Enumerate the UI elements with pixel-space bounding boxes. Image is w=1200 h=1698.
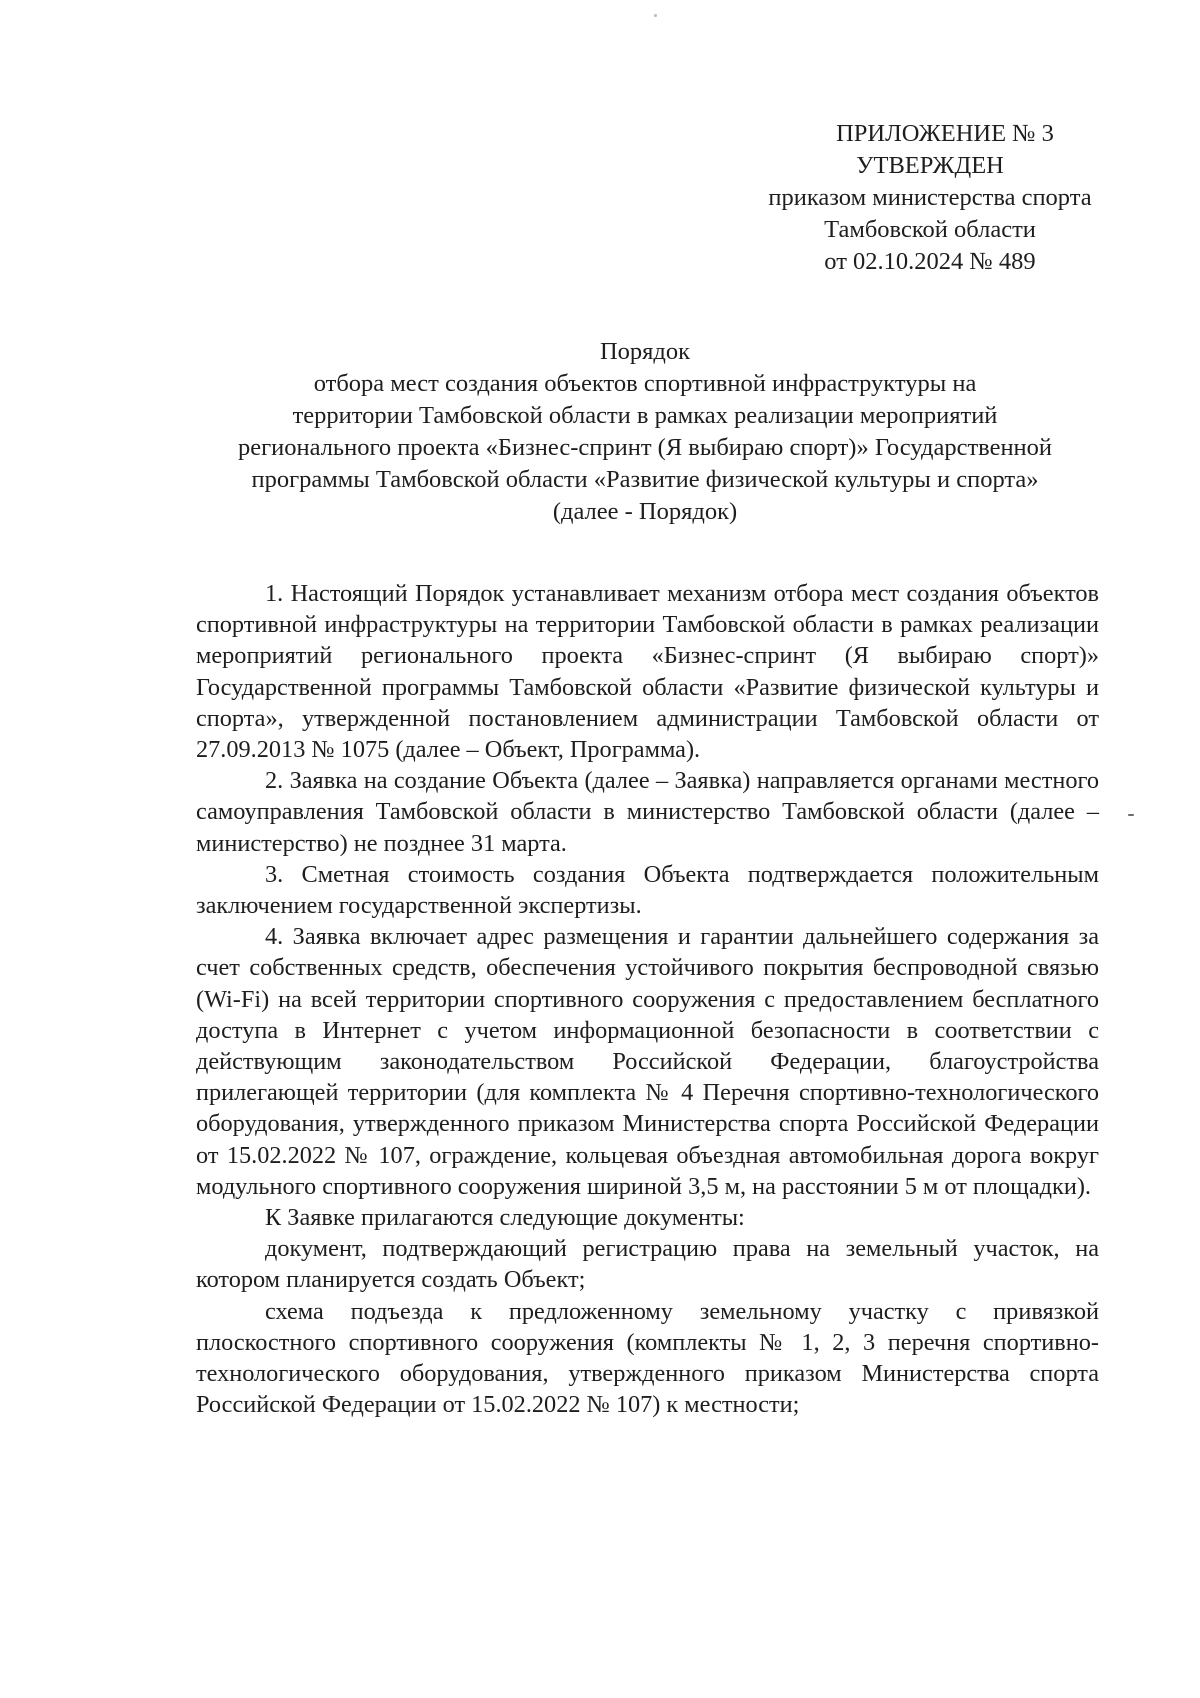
title-line: (далее - Порядок) xyxy=(552,498,738,525)
paragraph: 2. Заявка на создание Объекта (далее – Заявка) направляется органами местного самоуправления Тамбовской области в министерство Тамбовской области (далее – министерство) не позднее 31 марта. xyxy=(196,767,1099,857)
scan-artifact xyxy=(1128,814,1134,816)
title-line: территории Тамбовской области в рамках реализации мероприятий xyxy=(292,402,998,429)
title-line: отбора мест создания объектов спортивной инфраструктуры на xyxy=(313,370,977,397)
approval-date-line: от 02.10.2024 № 489 xyxy=(824,248,1036,275)
approved-label: УТВЕРЖДЕН xyxy=(856,152,1004,179)
paragraph: 1. Настоящий Порядок устанавливает механизм отбора мест создания объектов спортивной инфраструктуры на территории Тамбовской области в рамках реализации мероприятий регионального проекта «Бизнес-спринт (Я выбираю спорт)» Государственной программы Тамбовской области «Развитие физической культуры и спорта», утвержденной постановлением администрации Тамбовской области от 27.09.2013 № 1075 (далее – Объект, Программа). xyxy=(196,580,1099,764)
paragraph: схема подъезда к предложенному земельному участку с привязкой плоскостного спортивного сооружения (комплекты № 1, 2, 3 перечня спортивно-технологического оборудования, утвержденного приказом Министерства спорта Российской Федерации от 15.02.2022 № 107) к местности; xyxy=(196,1297,1099,1419)
paragraph: документ, подтверждающий регистрацию права на земельный участок, на котором планируется создать Объект; xyxy=(196,1235,1099,1294)
title-line: регионального проекта «Бизнес-спринт (Я выбираю спорт)» Государственной xyxy=(237,434,1053,461)
title-heading: Порядок xyxy=(599,338,691,365)
document-body xyxy=(196,578,1099,1420)
approval-region-line: Тамбовской области xyxy=(824,216,1036,243)
paragraph: 3. Сметная стоимость создания Объекта подтверждается положительным заключением государственной экспертизы. xyxy=(196,860,1099,920)
approval-order-line: приказом министерства спорта xyxy=(768,184,1092,211)
paragraph: 4. Заявка включает адрес размещения и гарантии дальнейшего содержания за счет собственных средств, обеспечения устойчивого покрытия беспроводной связью (Wi-Fi) на всей территории спортивного сооружения с предоставлением бесплатного доступа в Интернет с учетом информационной безопасности в соответствии с действующим законодательством Российской Федерации, благоустройства прилегающей территории (для комплекта № 4 Перечня спортивно-технологического оборудования, утвержденного приказом Министерства спорта Российской Федерации от 15.02.2022 № 107, ограждение, кольцевая объездная автомобильная дорога вокруг модульного спортивного сооружения шириной 3,5 м, на расстоянии 5 м от площадки). xyxy=(196,923,1099,1200)
title-line: программы Тамбовской области «Развитие физической культуры и спорта» xyxy=(251,466,1039,493)
annex-number: ПРИЛОЖЕНИЕ № 3 xyxy=(836,120,1054,147)
scan-artifact xyxy=(654,14,657,17)
document-title xyxy=(190,336,1100,528)
approval-stamp-block xyxy=(740,118,1120,278)
paragraph: К Заявке прилагаются следующие документы: xyxy=(265,1204,745,1232)
